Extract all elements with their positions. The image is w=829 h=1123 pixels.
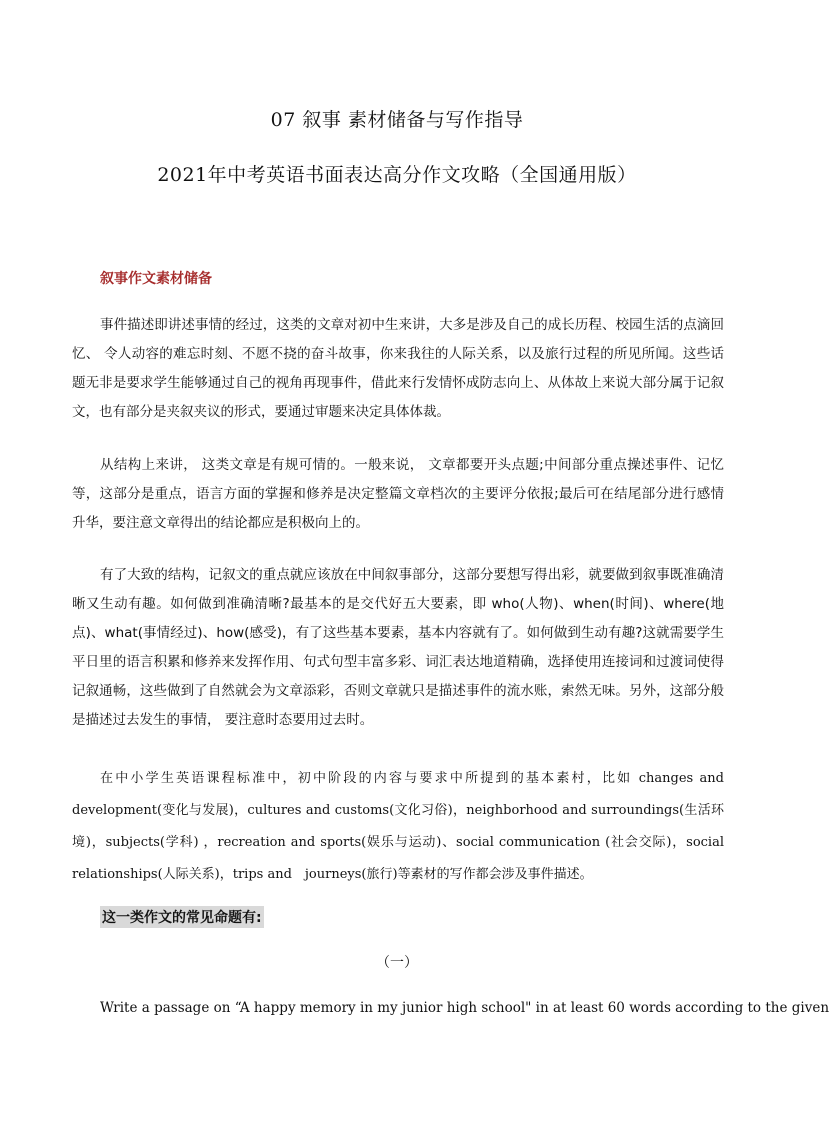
common-topics-heading: 这一类作文的常见命题有: [100,906,264,928]
paragraph-narrative-focus: 有了大致的结构，记叙文的重点就应该放在中间叙事部分，这部分要想写得出彩，就要做到叙事既准确清晰又生动有趣。如何做到准确清晰?最基本的是交代好五大要素，即 who(人物)、when(时间)、where(地点)、what(事情经过)、how(感受)，有了这些基本要素，基本内容就有了。如何做到生动有趣?这就需要学生平日里的语言积累和修养来发挥作用、句式句型丰富多彩、词汇表达地道精确，选择使用连接词和过渡词使得记叙通畅，这些做到了自然就会为文章添彩，否则文章就只是描述事件的流水账，索然无味。另外，这部分般是描述过去发生的事情， 要注意时态要用过去时。 [72,567,724,728]
document-title: 07 叙事 素材储备与写作指导 [270,109,524,131]
document-subtitle: 2021年中考英语书面表达高分作文攻略（全国通用版） [157,164,637,186]
paragraph-structure: 从结构上来讲， 这类文章是有规可情的。一般来说， 文章都要开头点题;中间部分重点操述事件、记忆等，这部分是重点，语言方面的掌握和修养是决定整篇文章档次的主要评分依报;最后可在结尾部分进行感情升华，要注意文章得出的结论都应是积极向上的。 [72,457,724,531]
paragraph-curriculum: 在中小学生英语课程标准中，初中阶段的内容与要求中所提到的基本素村，比如 changes and development(变化与发展)，cultures and customs(文化习俗)，neighborhood and surroundings(生活环境)，subjects(学科) ，recreation and sports(娱乐与运动)、social communication (社会交际)，social relationships(人际关系)，trips and journeys(旅行)等素材的写作都会涉及事件描述。 [72,771,724,882]
paragraph-intro: 事件描述即讲述事情的经过，这类的文章对初中生来讲，大多是涉及自己的成长历程、校园生活的点滴回忆、 令人动容的难忘时刻、不愿不挠的奋斗故事，你来我往的人际关系，以及旅行过程的所见所闻。这些话题无非是要求学生能够通过自己的视角再现事件，借此来行发情怀成防志向上、从体故上来说大部分属于记叙文，也有部分是夹叙夹议的形式，要通过审题来决定具体体裁。 [72,317,724,420]
writing-prompt: Write a passage on “A happy memory in my junior high school" in at least 60 words according to the given [100,1000,829,1016]
section-heading: 叙事作文素材储备 [100,271,212,287]
topic-number: （一） [376,955,418,971]
